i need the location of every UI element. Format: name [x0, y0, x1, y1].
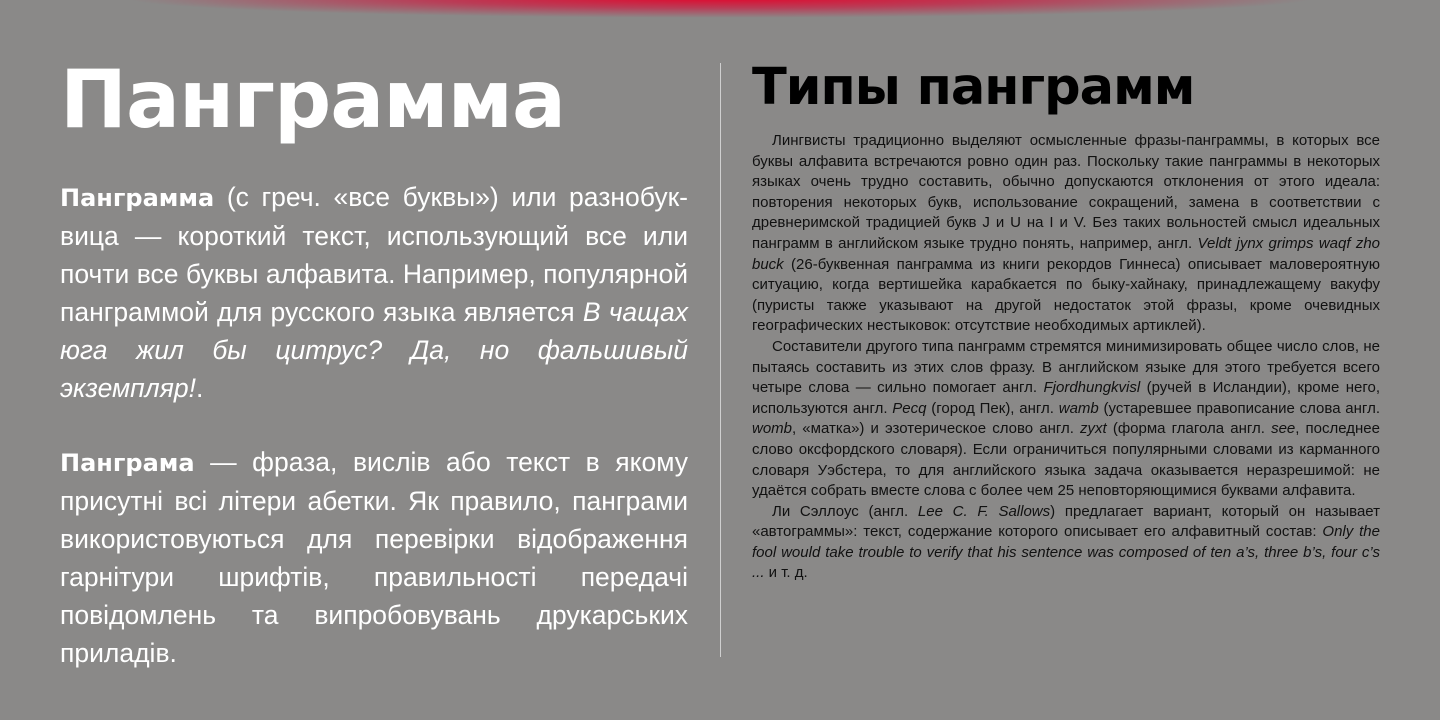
right-paragraph-1: [752, 131, 1380, 337]
term-pangrama: Панграма: [60, 449, 195, 477]
r3-i2: Only the fool would take trouble to verify that his sentence was composed of ten a’s, three b’s, four c’s ...: [752, 523, 1380, 582]
r1-t2: (26-буквенная панграмма из книги рекордов Гиннеса) описывает маловероятную ситуацию, когда вертишейка карабкается по быку-хайнаку, принадлежащему вакуфу (пуристы также указывают на другой недостаток этой фразы, кроме очевидных географических нестыковок: отсутствие необходимых артиклей).: [752, 255, 1380, 335]
r2-t7: , последнее слово оксфордского словаря). Если ограничиться популярными словами из карманного словаря Уэбстера, то для английского языка задача оказывается неразрешимой: не удаётся собрать вместе слова с более чем 25 неповторяющимися буквами алфавита.: [752, 420, 1380, 500]
r3-t2: ) предлагает вариант, который он называет «автограммы»: текст, содержание которого описывает его алфавитный состав:: [752, 502, 1380, 541]
r2-i1: Fjordhungkvisl: [1043, 379, 1141, 397]
right-paragraph-2: [752, 337, 1380, 502]
r1-t1: Лингвисты традиционно выделяют осмысленные фразы-панграммы, в которых все буквы алфавита встречаются ровно один раз. Поскольку такие панграммы в некоторых языках очень трудно составить, обычно допускаются отклонения от этого идеала: повторения некоторых букв, использование сокращений, замена в соответствии с древнеримской традицией букв J и U на I и V. Без таких вольностей смысл идеальных панграмм в английском языке трудно понять, например, англ.: [752, 132, 1380, 252]
p1-example: В чащах юга жил бы цитрус? Да, но фальшивый экземпляр!: [60, 297, 688, 403]
column-divider: [720, 63, 721, 657]
left-column: [60, 50, 688, 672]
r2-t4: (устаревшее правописание слова англ.: [1098, 399, 1380, 417]
left-title: Панграмма: [60, 53, 566, 146]
top-red-glow: [120, 0, 1320, 18]
r3-t1: Ли Сэллоус (англ.: [772, 502, 918, 520]
right-title: Типы панграмм: [752, 58, 1195, 117]
r3-i1: Lee C. F. Sallows: [917, 502, 1051, 520]
r2-i5: zyxt: [1080, 420, 1107, 438]
p2-text: — фраза, вислів або текст в якому присутні всі літери абетки. Як правило, панграми використовуються для перевірки відображення гарнітури шрифтів, правильності передачі повідомлень та випробовувань друкарських приладів.: [60, 447, 688, 668]
r3-t3: и т. д.: [764, 564, 808, 582]
r2-i2: Pecq: [892, 399, 927, 417]
p1-end: .: [195, 373, 204, 403]
r1-i1: Veldt jynx grimps waqf zho buck: [752, 234, 1381, 273]
right-paragraph-3: [752, 502, 1380, 584]
right-column: [752, 55, 1380, 584]
r2-i6: see: [1271, 420, 1296, 438]
r2-i4: womb: [752, 420, 793, 438]
p1-text: (с греч. «все буквы») или разнобуквица — короткий текст, использующий все или почти все буквы алфавита. Например, популярной панграммой для русского языка является: [60, 182, 688, 327]
left-paragraph-russian: [60, 178, 688, 407]
left-paragraph-ukrainian: [60, 443, 688, 672]
r2-t6: (форма глагола англ.: [1106, 420, 1272, 438]
r2-i3: wamb: [1058, 399, 1099, 417]
right-body: [752, 131, 1380, 584]
r2-t1: Составители другого типа панграмм стремятся минимизировать общее число слов, не пытаясь составить из этих слов фразу. В английском языке для этого требуется всего четыре слова — сильно помогает англ.: [752, 337, 1380, 397]
r2-t5: , «матка») и эзотерическое слово англ.: [792, 420, 1081, 438]
term-pangramma: Панграмма: [60, 184, 215, 212]
r2-t2: (ручей в Исландии), кроме него, используются англ.: [752, 379, 1380, 417]
r2-t3: (город Пек), англ.: [926, 399, 1059, 417]
